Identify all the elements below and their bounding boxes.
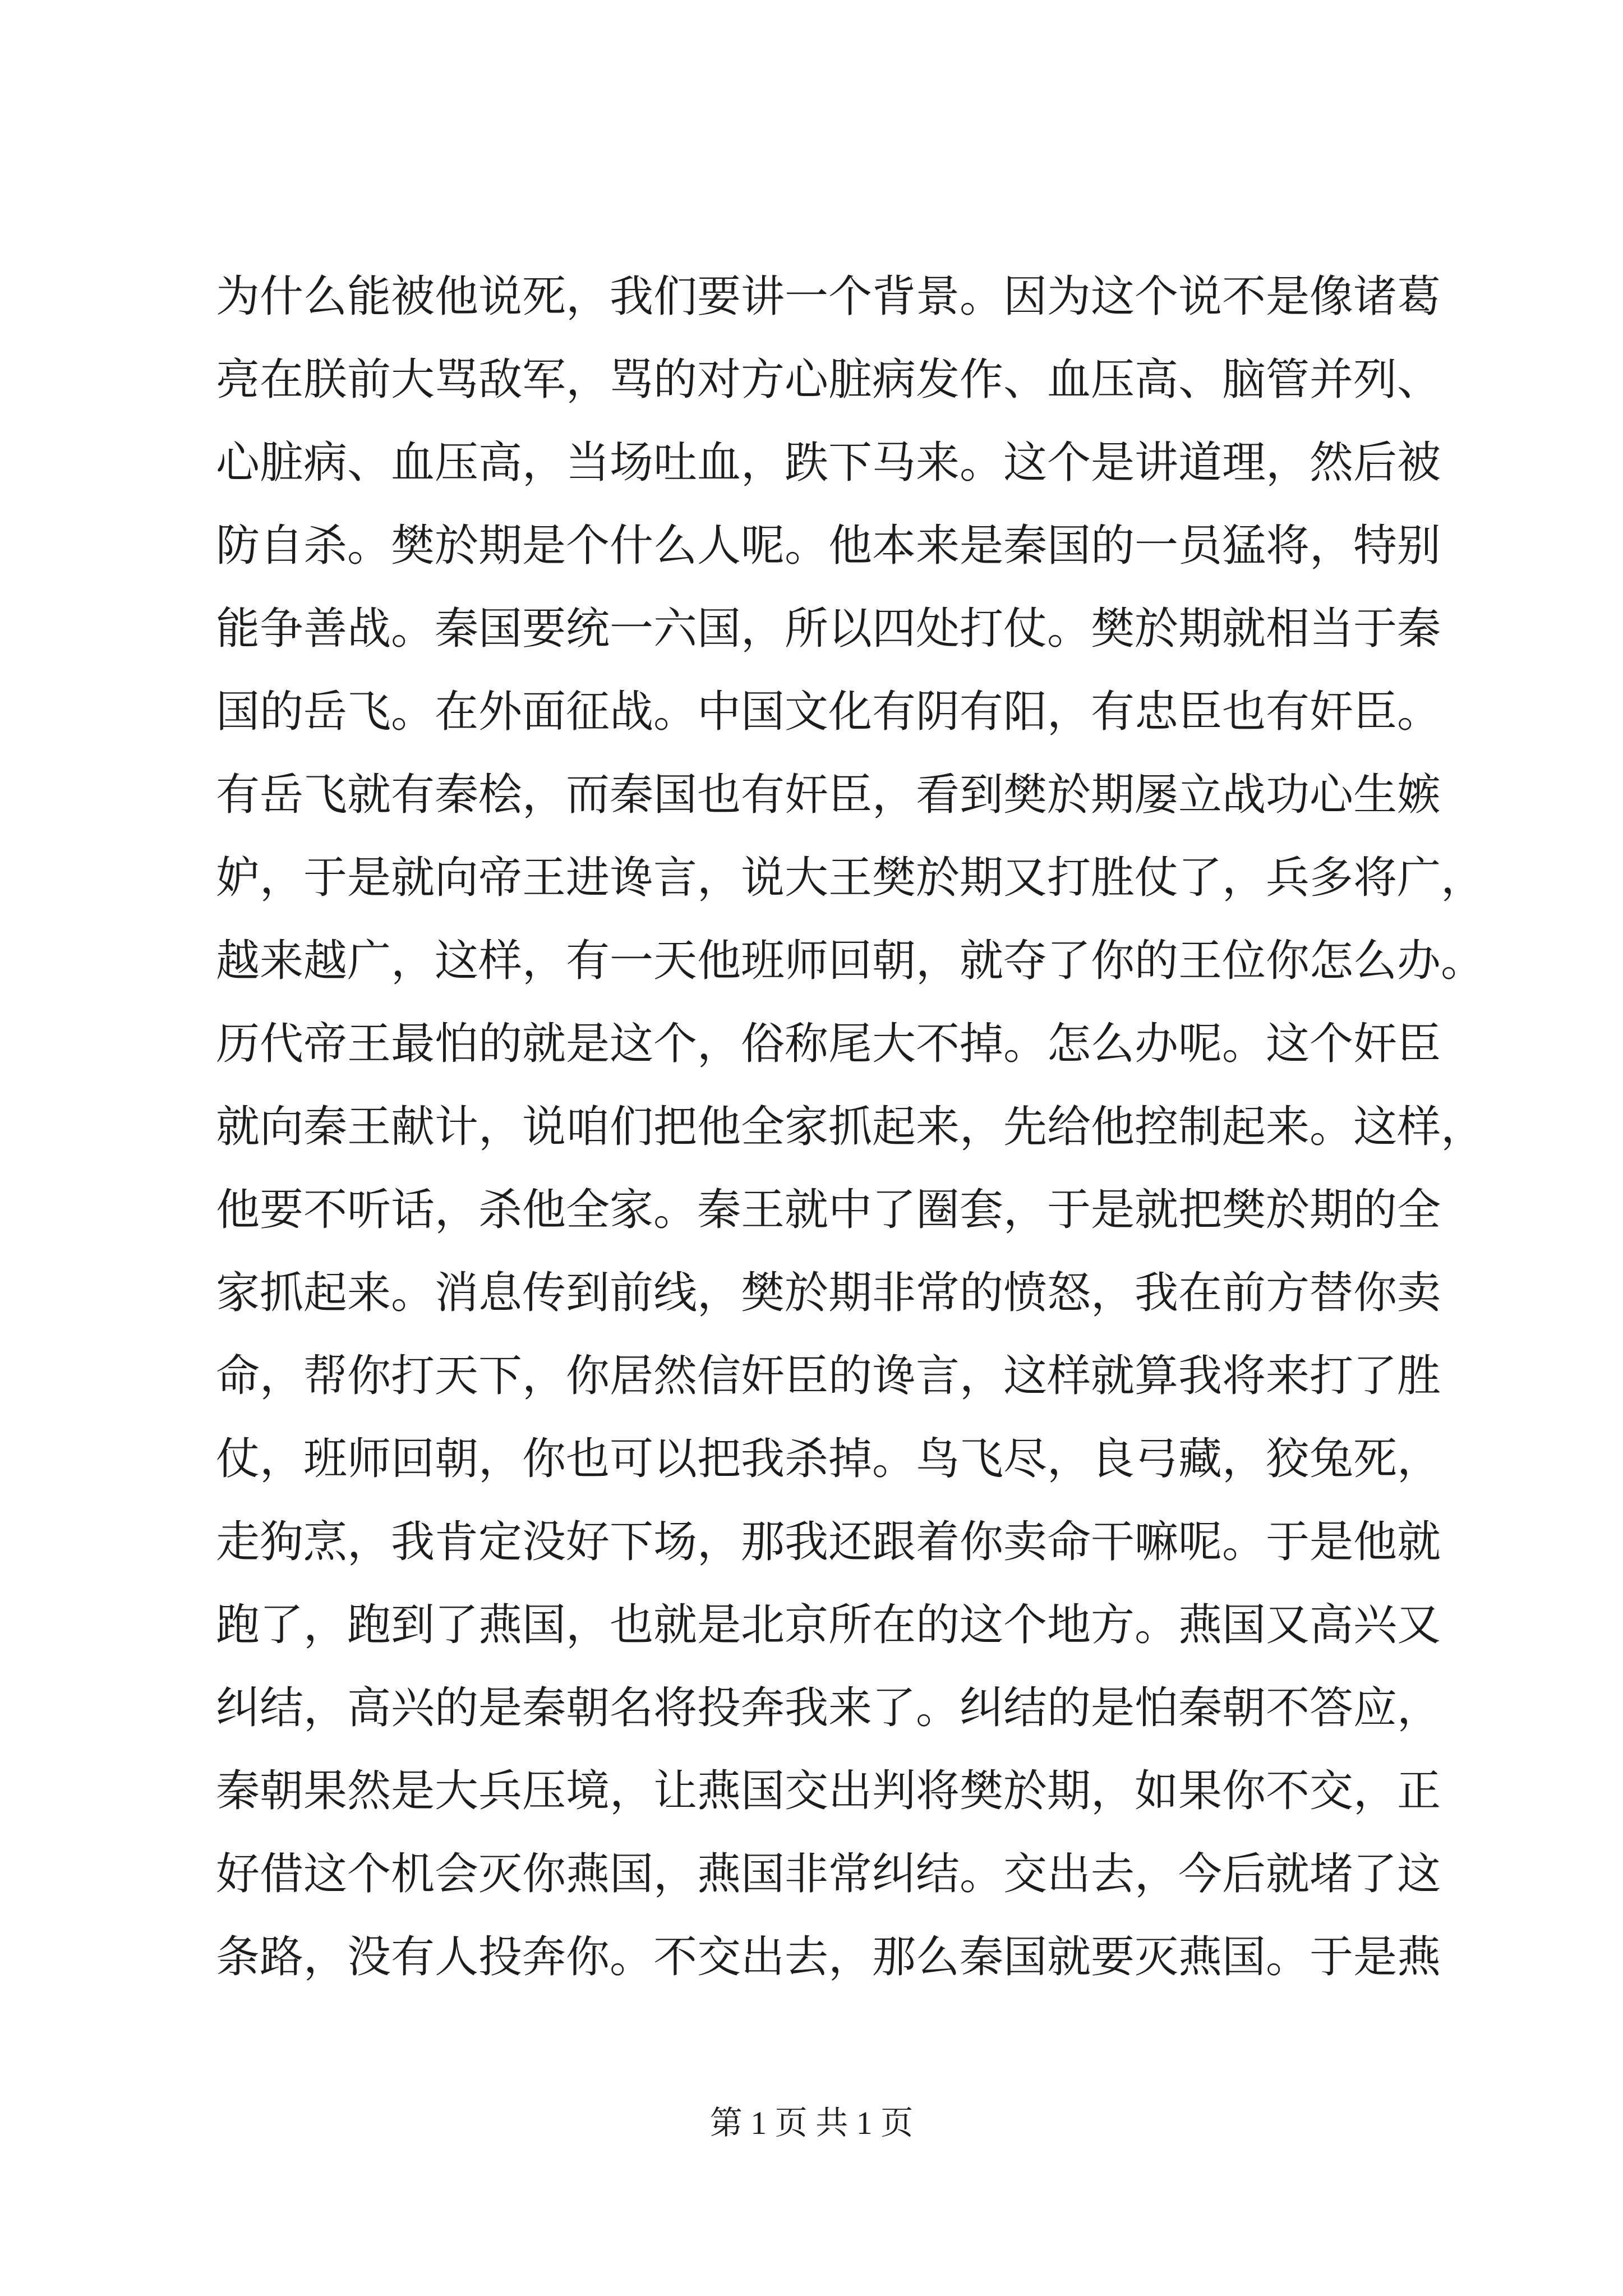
- text-line: 走狗烹，我肯定没好下场，那我还跟着你卖命干嘛呢。于是他就: [216, 1517, 1441, 1567]
- text-line: 历代帝王最怕的就是这个，俗称尾大不掉。怎么办呢。这个奸臣: [216, 1019, 1441, 1069]
- page-footer: [0, 2101, 1623, 2146]
- text-line: 就向秦王献计，说咱们把他全家抓起来，先给他控制起来。这样，: [216, 1102, 1485, 1152]
- text-line: 条路，没有人投奔你。不交出去，那么秦国就要灭燕国。于是燕: [216, 1932, 1441, 1982]
- text-line: 心脏病、血压高，当场吐血，跌下马来。这个是讲道理，然后被: [216, 438, 1441, 488]
- text-line: 秦朝果然是大兵压境，让燕国交出判将樊於期，如果你不交，正: [216, 1766, 1441, 1816]
- text-line: 亮在朕前大骂敌军，骂的对方心脏病发作、血压高、脑管并列、: [216, 355, 1441, 405]
- text-line: 妒，于是就向帝王进谗言，说大王樊於期又打胜仗了，兵多将广，: [216, 853, 1485, 903]
- text-line: 命，帮你打天下，你居然信奸臣的谗言，这样就算我将来打了胜: [216, 1351, 1441, 1401]
- text-line: 好借这个机会灭你燕国，燕国非常纠结。交出去，今后就堵了这: [216, 1849, 1441, 1899]
- text-line: 为什么能被他说死，我们要讲一个背景。因为这个说不是像诸葛: [216, 272, 1441, 322]
- text-line: 纠结，高兴的是秦朝名将投奔我来了。纠结的是怕秦朝不答应，: [216, 1683, 1441, 1733]
- page-number-label: 第 1 页 共 1 页: [709, 2105, 914, 2141]
- text-line: 他要不听话，杀他全家。秦王就中了圈套，于是就把樊於期的全: [216, 1185, 1441, 1235]
- text-line: 越来越广，这样，有一天他班师回朝，就夺了你的王位你怎么办。: [216, 936, 1485, 986]
- body-text: [216, 255, 1485, 1999]
- text-line: 有岳飞就有秦桧，而秦国也有奸臣，看到樊於期屡立战功心生嫉: [216, 770, 1441, 820]
- text-line: 国的岳飞。在外面征战。中国文化有阴有阳，有忠臣也有奸臣。: [216, 687, 1441, 737]
- text-line: 家抓起来。消息传到前线，樊於期非常的愤怒，我在前方替你卖: [216, 1268, 1441, 1318]
- text-line: 能争善战。秦国要统一六国，所以四处打仗。樊於期就相当于秦: [216, 604, 1441, 654]
- text-line: 防自杀。樊於期是个什么人呢。他本来是秦国的一员猛将，特别: [216, 521, 1441, 571]
- text-line: 跑了，跑到了燕国，也就是北京所在的这个地方。燕国又高兴又: [216, 1600, 1441, 1650]
- text-line: 仗，班师回朝，你也可以把我杀掉。鸟飞尽，良弓藏，狡兔死，: [216, 1434, 1441, 1484]
